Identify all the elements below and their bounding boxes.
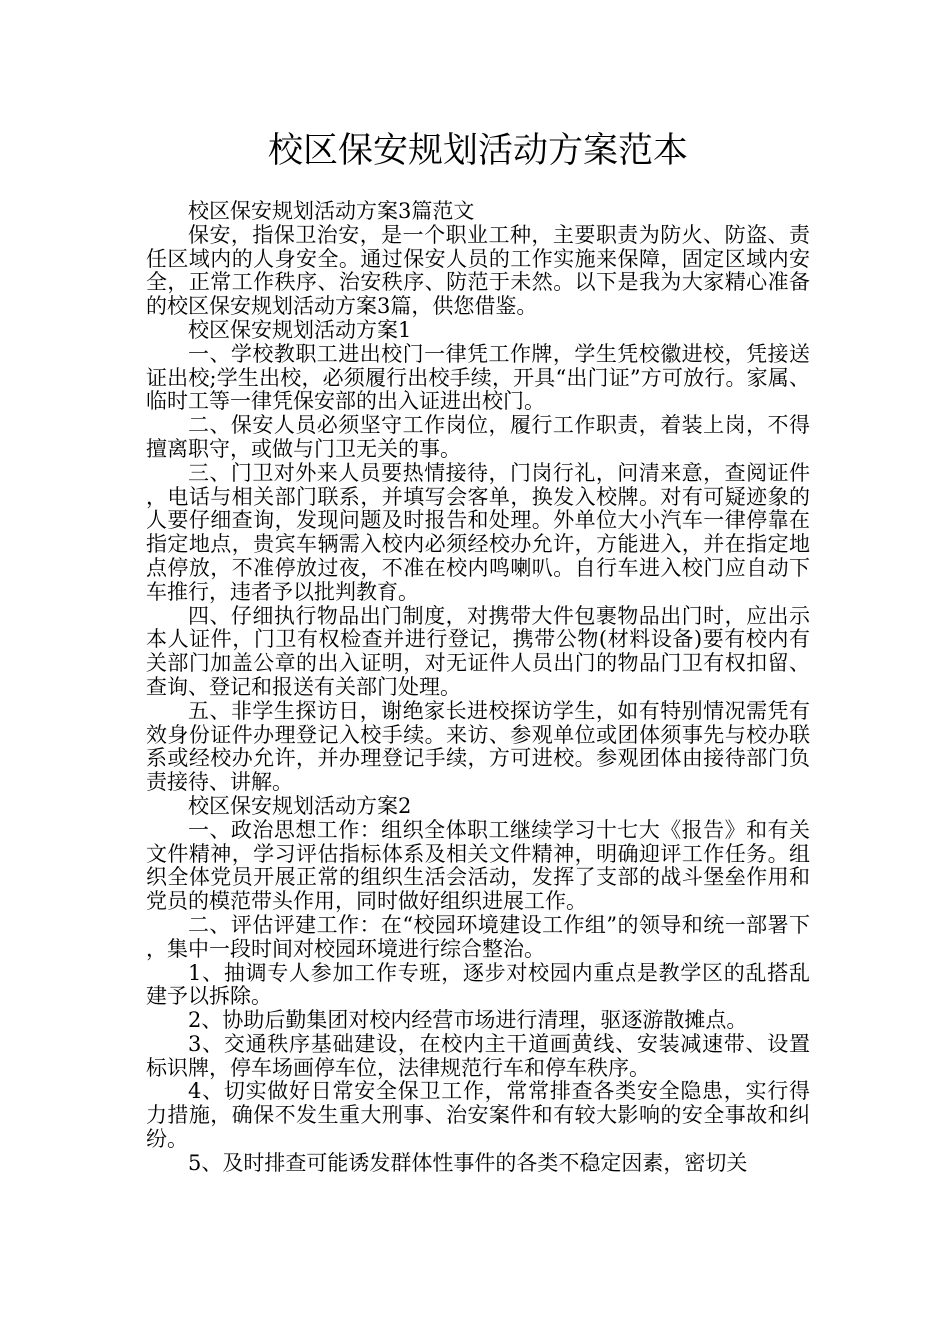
subtitle-paragraph: 校区保安规划活动方案3篇范文 — [188, 199, 475, 223]
plan-2-subitem-1: 1、抽调专人参加工作专班，逐步对校园内重点是教学区的乱搭乱建予以拆除。 — [146, 960, 810, 1009]
section-heading-plan-2: 校区保安规划活动方案2 — [188, 793, 412, 818]
plan-1-item-4: 四、仔细执行物品出门制度，对携带大件包裹物品出门时，应出示本人证件，门卫有权检查并进行登记，携带公物(材料设备)要有校内有关部门加盖公章的出入证明，对无证件人员出门的物品门卫有权扣留、查询、登记和报送有关部门处理。 — [146, 603, 810, 699]
intro-paragraph: 保安，指保卫治安，是一个职业工种，主要职责为防火、防盗、责任区域内的人身安全。通过保安人员的工作实施来保障，固定区域内安全，正常工作秩序、治安秩序、防范于未然。以下是我为大家精心准备的校区保安规划活动方案3篇，供您借鉴。 — [146, 222, 810, 319]
plan-1-item-5: 五、非学生探访日，谢绝家长进校探访学生，如有特别情况需凭有效身份证件办理登记入校手续。来访、参观单位或团体须事先与校办联系或经校办允许，并办理登记手续，方可进校。参观团体由接待部门负责接待、讲解。 — [146, 698, 810, 795]
plan-1-item-2: 二、保安人员必须坚守工作岗位，履行工作职责，着装上岗，不得擅离职守，或做与门卫无关的事。 — [146, 413, 810, 461]
plan-2-subitem-2: 2、协助后勤集团对校内经营市场进行清理，驱逐游散摊点。 — [188, 1008, 748, 1033]
plan-2-item-1: 一、政治思想工作：组织全体职工继续学习十七大《报告》和有关文件精神，学习评估指标体系及相关文件精神，明确迎评工作任务。组织全体党员开展正常的组织生活会活动，发挥了支部的战斗堡垒作用和党员的模范带头作用，同时做好组织进展工作。 — [146, 817, 810, 914]
plan-2-subitem-4: 4、切实做好日常安全保卫工作，常常排查各类安全隐患，实行得力措施，确保不发生重大刑事、治安案件和有较大影响的安全事故和纠纷。 — [146, 1079, 810, 1152]
document-page — [146, 128, 810, 1176]
document-body — [146, 200, 810, 1176]
section-heading-plan-1: 校区保安规划活动方案1 — [188, 317, 412, 342]
plan-1-item-1: 一、学校教职工进出校门一律凭工作牌，学生凭校徽进校，凭接送证出校;学生出校，必须履行出校手续，开具“出门证”方可放行。家属、临时工等一律凭保安部的出入证进出校门。 — [146, 341, 810, 414]
plan-1-item-3: 三、门卫对外来人员要热情接待，门岗行礼，问清来意，查阅证件，电话与相关部门联系，并填写会客单，换发入校牌。对有可疑迹象的人要仔细查询，发现问题及时报告和处理。外单位大小汽车一律停靠在指定地点，贵宾车辆需入校内必须经校办允许，方能进入，并在指定地点停放，不准停放过夜，不准在校内鸣喇叭。自行车进入校门应自动下车推行，违者予以批判教育。 — [146, 460, 810, 604]
plan-2-item-2: 二、评估评建工作：在“校园环境建设工作组”的领导和统一部署下，集中一段时间对校园环境进行综合整治。 — [146, 912, 810, 961]
plan-2-subitem-5: 5、及时排查可能诱发群体性事件的各类不稳定因素，密切关 — [188, 1150, 748, 1175]
document-title: 校区保安规划活动方案范本 — [267, 131, 688, 171]
plan-2-subitem-3: 3、交通秩序基础建设，在校内主干道画黄线、安装减速带、设置标识牌，停车场画停车位，法律规范行车和停车秩序。 — [146, 1031, 810, 1080]
